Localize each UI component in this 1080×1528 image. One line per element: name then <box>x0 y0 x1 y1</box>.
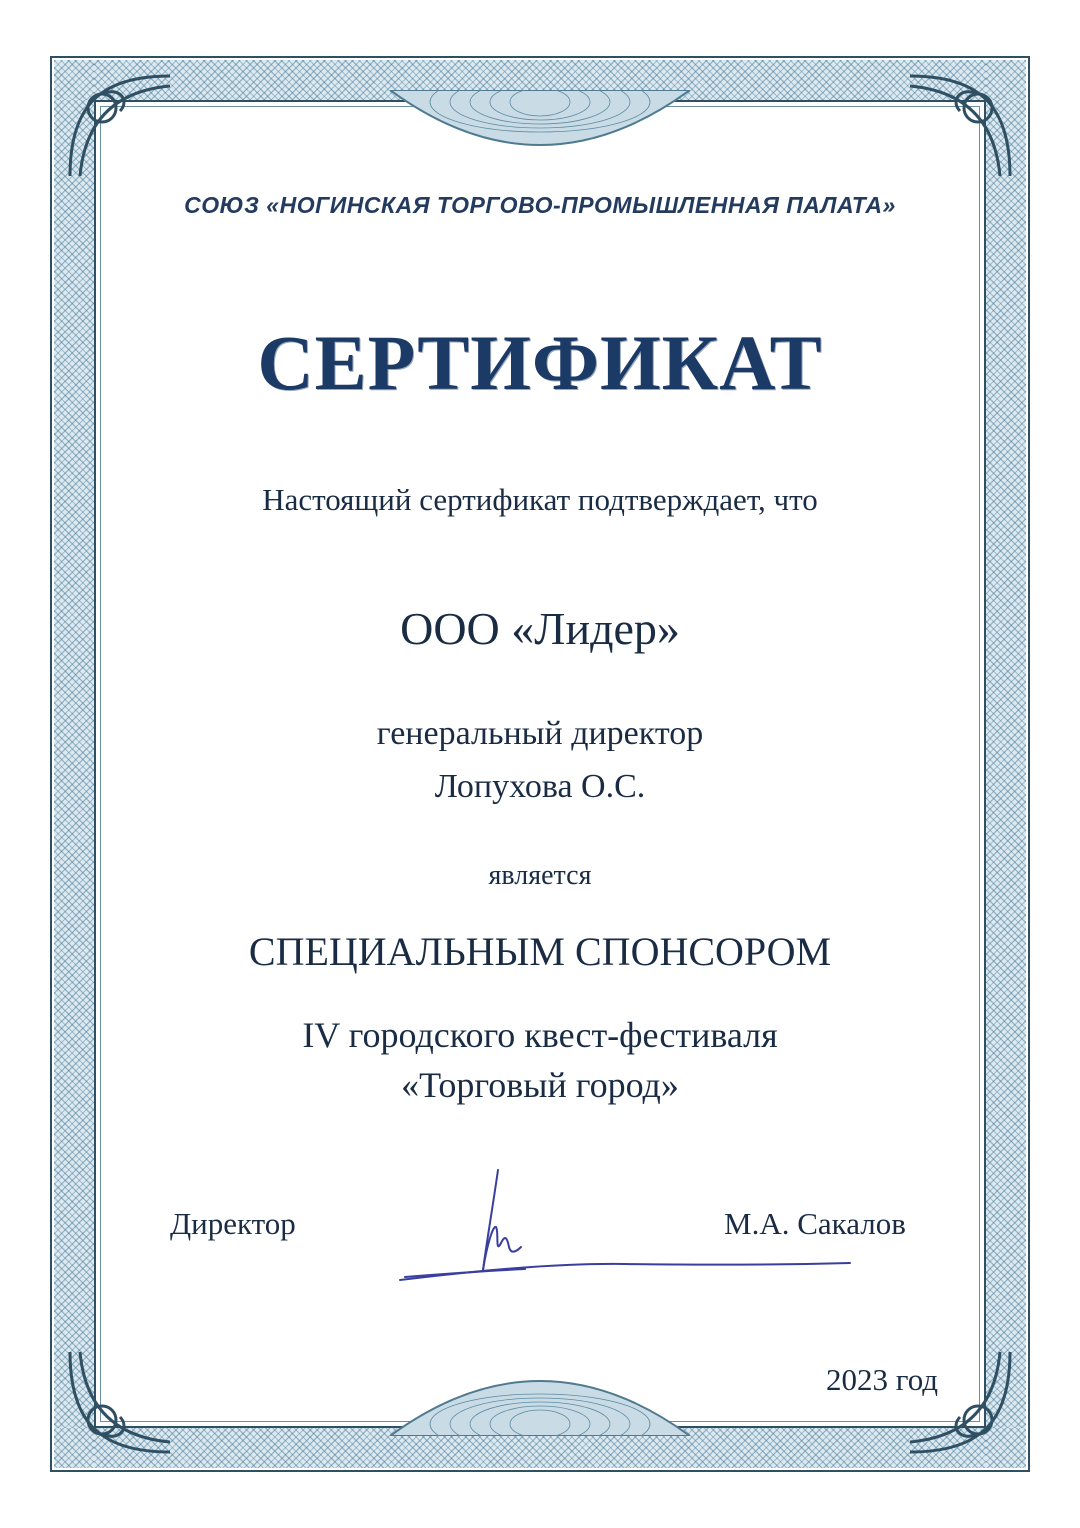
corner-ornament-icon <box>60 1342 180 1462</box>
recipient-person: Лопухова О.С. <box>434 768 646 805</box>
bottom-rosette-ornament <box>390 1366 690 1436</box>
corner-ornament-icon <box>900 1342 1020 1462</box>
recipient-company: ООО «Лидер» <box>400 603 680 654</box>
recipient-position: генеральный директор <box>376 715 704 752</box>
event-name-line-2: «Торговый город» <box>401 1065 679 1105</box>
certificate-year: 2023 год <box>826 1362 939 1397</box>
top-rosette-ornament <box>390 90 690 160</box>
corner-ornament-icon <box>60 66 180 186</box>
corner-ornament-icon <box>900 66 1020 186</box>
is-text: является <box>488 860 592 891</box>
sponsor-status: СПЕЦИАЛЬНЫМ СПОНСОРОМ <box>248 929 832 974</box>
issuer-organization: СОЮЗ «НОГИНСКАЯ ТОРГОВО-ПРОМЫШЛЕННАЯ ПАЛАТА» <box>184 192 896 218</box>
event-name-line-1: IV городского квест-фестиваля <box>302 1015 778 1055</box>
confirmation-text: Настоящий сертификат подтверждает, что <box>262 482 818 517</box>
signatory-role: Директор <box>170 1206 296 1241</box>
signatory-name: М.А. Сакалов <box>724 1206 906 1241</box>
certificate-title: СЕРТИФИКАТ <box>257 319 823 406</box>
